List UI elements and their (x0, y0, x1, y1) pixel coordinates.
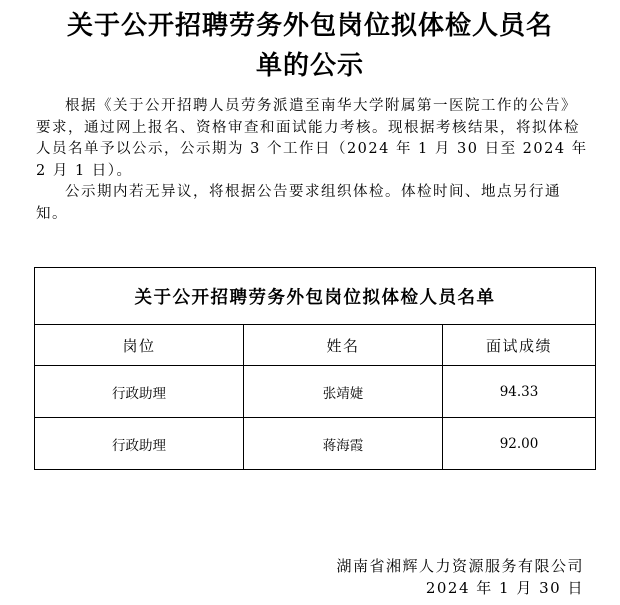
table-row (35, 366, 596, 418)
issue-date: 2024 年 1 月 30 日 (425, 579, 584, 597)
cell-position: 行政助理 (35, 366, 244, 418)
notice-paragraph-1: 根据《关于公开招聘人员劳务派遣至南华大学附属第一医院工作的公告》要求，通过网上报名、资格审查和面试能力考核。现根据考核结果，将拟体检人员名单予以公示，公示期为 3 个工作日（2024 年 1 月 30 日至 2024 年 2 月 1 日）。 (36, 98, 588, 179)
cell-position: 行政助理 (35, 418, 244, 470)
table-row (35, 418, 596, 470)
table-header-row (35, 325, 596, 366)
notice-body (36, 96, 588, 225)
cell-score: 92.00 (443, 418, 596, 470)
notice-paragraph-2: 公示期内若无异议，将根据公告要求组织体检。体检时间、地点另行通知。 (36, 184, 561, 222)
issuing-organization: 湖南省湘辉人力资源服务有限公司 (336, 557, 584, 575)
page-title (20, 6, 600, 86)
cell-name: 张靖婕 (244, 366, 443, 418)
column-header-name: 姓名 (244, 325, 443, 366)
table-caption: 关于公开招聘劳务外包岗位拟体检人员名单 (35, 268, 596, 325)
title-line-1: 关于公开招聘劳务外包岗位拟体检人员名 (66, 11, 553, 41)
column-header-score: 面试成绩 (443, 325, 596, 366)
cell-score: 94.33 (443, 366, 596, 418)
signature-block (336, 555, 584, 599)
table-caption-row (35, 268, 596, 325)
cell-name: 蒋海霞 (244, 418, 443, 470)
candidate-table (34, 267, 596, 470)
column-header-position: 岗位 (35, 325, 244, 366)
title-line-2: 单的公示 (255, 51, 364, 81)
